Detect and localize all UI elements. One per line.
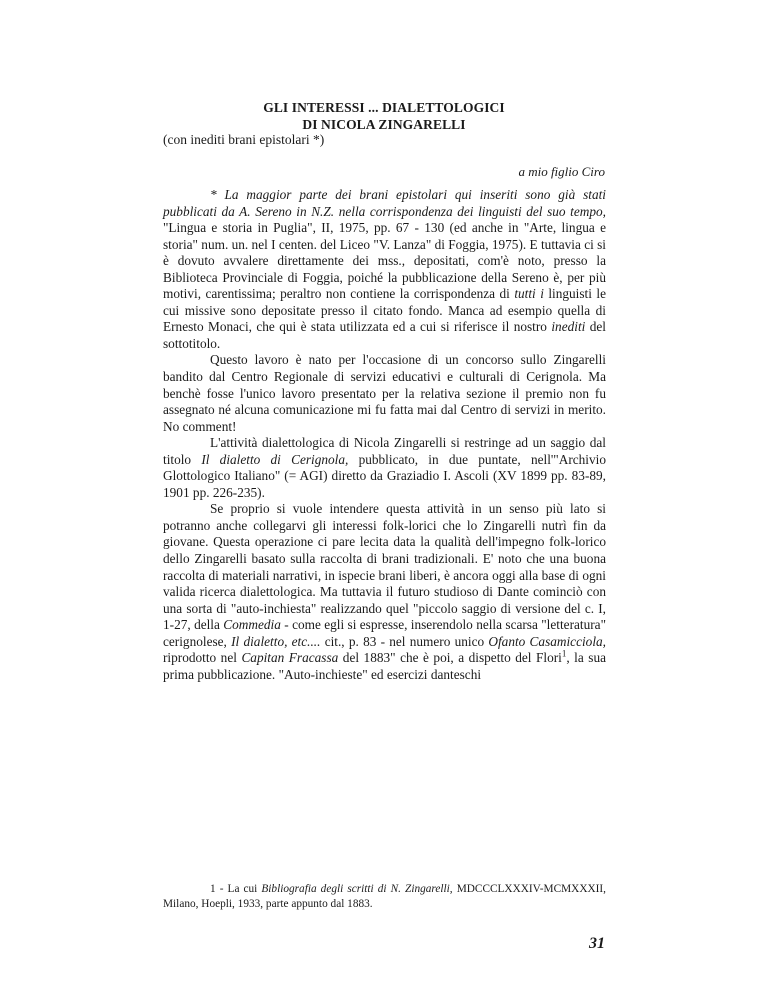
article-body (163, 187, 606, 683)
text-run: pubblicato, in due puntate, nell'"Archivio Glottologico Italiano" (= AGI) diretto da Graziadio I. Ascoli (XV 1899 pp. 83-89, 1901 pp. 226-235). (163, 451, 606, 500)
text-run: , la sua prima pubblicazione. "Auto-inchieste" ed esercizi danteschi (163, 650, 607, 682)
italic-text: Bibliografia degli scritti di N. Zingarelli, (261, 883, 453, 895)
text-run: "Lingua e storia in Puglia", II, 1975, pp. 67 - 130 (ed anche in "Arte, lingua e storia" num. un. nel I centen. del Liceo "V. Lanza" di Foggia, 1975). E tuttavia ci si è dovuto avvalere direttamente dei mss., depositati, com'è noto, presso la Biblioteca Provinciale di Foggia, poiché la pubblicazione della Sereno è, per più motivi, carentissima; peraltro non contiene la corrispondenza di (163, 220, 606, 302)
text-run: Se proprio si vuole intendere questa attività in un senso più lato si potranno anche collegarvi gli interessi folk-lorici che lo Zingarelli nutrì fin da giovane. Questa operazione ci pare lecita data la qualità dell'impegno folk-lorico dello Zingarelli basato sulla raccolta di brani tradizionali. E' noto che una buona raccolta di materiali narrativi, in ispecie brani liberi, è ancora oggi alla base di ogni valida ricerca dialettologica. Ma tuttavia il futuro studioso di Dante cominciò con una sorta di "auto-inchiesta" realizzando quel "piccolo saggio di versione del c. I, 1-27, della (163, 501, 606, 633)
text-run: MDCCCLXXXIV-MCMXXXII, Milano, Hoepli, 1933, parte appunto dal 1883. (163, 883, 606, 910)
footnote-reference[interactable]: 1 (561, 648, 567, 659)
paragraph-4 (163, 501, 606, 683)
paragraph-2: Questo lavoro è nato per l'occasione di un concorso sullo Zingarelli bandito dal Centro Regionale di servizi educativi e culturali di Cerignola. Ma benchè fosse l'unico lavoro presentato per la relativa sezione il premio non fu assegnato né alcuna comunicazione mi fu fatta mai dal Centro di servizi in merito. No comment! (163, 352, 606, 434)
italic-text: Il dialetto di Cerignola, (201, 451, 349, 467)
article-title-line-2: DI NICOLA ZINGARELLI (302, 117, 466, 132)
text-run: 1 - La cui (210, 883, 262, 895)
italic-text: Commedia (223, 617, 281, 633)
paragraph-3 (163, 435, 606, 501)
italic-text: Capitan Fracassa (241, 650, 339, 666)
text-run: - come egli si espresse, inserendolo nella scarsa "letteratura" cerignolese, (163, 617, 606, 649)
dedication: a mio figlio Ciro (518, 164, 605, 179)
text-run: cit., p. 83 - nel numero unico (320, 633, 489, 649)
italic-text: Ofanto Casamicciola, (488, 633, 606, 649)
page-number: 31 (589, 935, 605, 952)
footnote-1 (163, 882, 606, 912)
article-subtitle: (con inediti brani epistolari *) (163, 132, 325, 147)
text-run: del sottotitolo. (163, 319, 606, 351)
text-run: L'attività dialettologica di Nicola Zingarelli si restringe ad un saggio dal titolo (163, 435, 606, 467)
italic-text: Il dialetto, etc.... (231, 633, 321, 649)
italic-text: * La maggior parte dei brani epistolari qui inseriti sono già stati pubblicati da A. Sereno in N.Z. nella corrispondenza dei linguisti del suo tempo, (163, 187, 606, 219)
text-run: linguisti le cui missive sono depositate presso il citato fondo. Manca ad esempio quella di Ernesto Monaci, che qui è stata utilizzata ed a cui si riferisce il nostro (163, 286, 606, 335)
italic-text: inediti (551, 319, 586, 335)
text-run: riprodotto nel (163, 650, 242, 666)
paragraph-note-asterisk (163, 187, 606, 352)
italic-text: tutti i (514, 286, 544, 302)
footnote (163, 882, 606, 912)
text-run: del 1883" che è poi, a dispetto del Flori (338, 650, 562, 666)
article-title-line-1: GLI INTERESSI ... DIALETTOLOGICI (263, 100, 505, 115)
